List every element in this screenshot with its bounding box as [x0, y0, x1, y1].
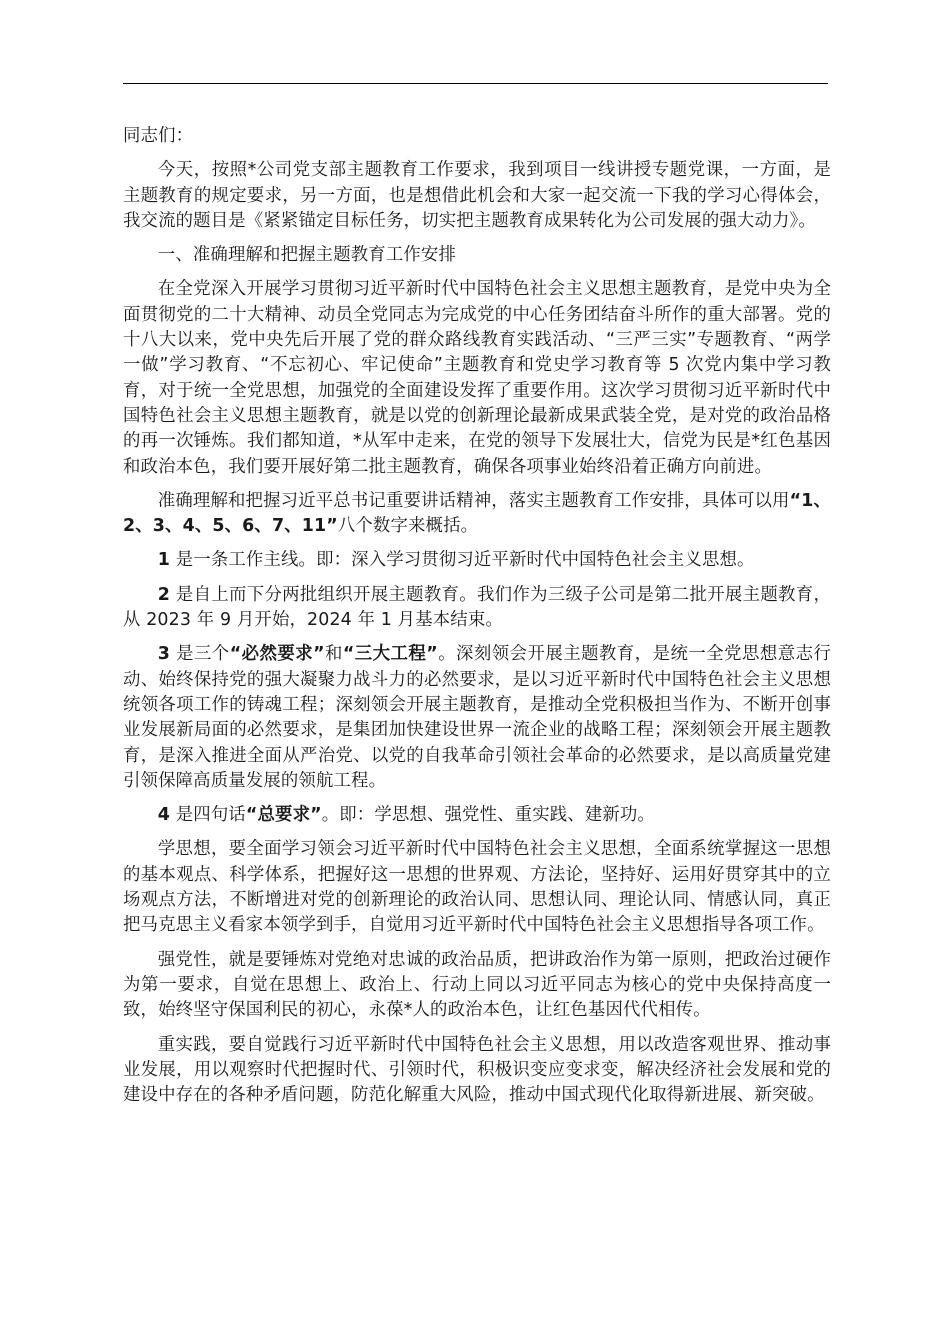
section-heading-1: 一、准确理解和把握主题教育工作安排 — [157, 245, 456, 266]
item-1-text: 是一条工作主线。即：深入学习贯彻习近平新时代中国特色社会主义思想。 — [170, 550, 755, 571]
item-3-text-c: 和 — [324, 644, 343, 665]
item-3-number: 3 — [157, 644, 171, 665]
para2-prefix: 准确理解和把握习近平总书记重要讲话精神，落实主题教育工作安排，具体可以用 — [157, 490, 790, 511]
item-3-text-e: 。深刻领会开展主题教育，是统一全党思想意志行动、始终保持党的强大凝聚力战斗力的必然要求，是以习近平新时代中国特色社会主义思想统领各项工作的铸魂工程；深刻领会开展主题教育，是推动全党积极担当作为、不断开创事业发展新局面的必然要求，是集团加快建设世界一流企业的战略工程；深刻领会开展主题教育，是深入推进全面从严治党、以党的自我革命引领社会革命的必然要求，是以高质量党建引领保障高质量发展的领航工程。 — [123, 644, 832, 791]
greeting: 同志们： — [123, 126, 194, 146]
document-body — [123, 124, 831, 1117]
paragraph-qiang-dangxing: 强党性，就是要锤炼对党绝对忠诚的政治品质，把讲政治作为第一原则，把政治过硬作为第一要求，自觉在思想上、政治上、行动上同以习近平同志为核心的党中央保持高度一致，始终坚守保国利民的初心，永葆*人的政治本色，让红色基因代代相传。 — [123, 949, 831, 1021]
item-3 — [123, 642, 831, 794]
item-1-number: 1 — [157, 550, 171, 571]
section1-paragraph-2 — [123, 489, 831, 540]
section1-paragraph-1: 在全党深入开展学习贯彻习近平新时代中国特色社会主义思想主题教育，是党中央为全面贯彻党的二十大精神、动员全党同志为完成党的中心任务团结奋斗所作的重大部署。党的十八大以来，党中央先后开展了党的群众路线教育实践活动、“三严三实”专题教育、“两学一做”学习教育、“不忘初心、牢记使命”主题教育和党史学习教育等 5 次党内集中学习教育，对于统一全党思想，加强党的全面建设发挥了重要作用。这次学习贯彻习近平新时代中国特色社会主义思想主题教育，就是以党的创新理论最新成果武装全党，是对党的政治品格的再一次锤炼。我们都知道，*从军中走来，在党的领导下发展壮大，信党为民是*红色基因和政治本色，我们要开展好第二批主题教育，确保各项事业始终沿着正确方向前进。 — [123, 279, 831, 477]
item-4-text-c: 。即：学思想、强党性、重实践、建新功。 — [321, 805, 655, 826]
paragraph-xue-sixiang: 学思想，要全面学习领会习近平新时代中国特色社会主义思想，全面系统掌握这一思想的基本观点、科学体系，把握好这一思想的世界观、方法论，坚持好、运用好贯穿其中的立场观点方法，不断增进对党的创新理论的政治认同、思想认同、理论认同、情感认同，真正把马克思主义看家本领学到手，自觉用习近平新时代中国特色社会主义思想指导各项工作。 — [123, 839, 831, 936]
intro-paragraph: 今天，按照*公司党支部主题教育工作要求，我到项目一线讲授专题党课，一方面，是主题教育的规定要求，另一方面，也是想借此机会和大家一起交流一下我的学习心得体会，我交流的题目是《紧紧锚定目标任务，切实把主题教育成果转化为公司发展的强大动力》。 — [123, 160, 831, 231]
item-3-bold-b: “必然要求” — [229, 644, 325, 665]
paragraph-zhong-shijian: 重实践，要自觉践行习近平新时代中国特色社会主义思想，用以改造客观世界、推动事业发展，用以观察时代把握时代、引领时代，积极识变应变求变，解决经济社会发展和党的建设中存在的各种矛盾问题，防范化解重大风险，推动中国式现代化取得新进展、新突破。 — [123, 1034, 831, 1106]
para2-numbers: “1、2、3、4、5、6、7、11” — [123, 490, 832, 537]
item-4-number: 4 — [157, 805, 171, 826]
item-4-text-a: 是四句话 — [170, 805, 246, 826]
item-3-bold-d: “三大工程” — [342, 644, 438, 665]
item-4 — [123, 803, 831, 828]
item-2-text: 是自上而下分两批组织开展主题教育。我们作为三级子公司是第二批开展主题教育，从 2023 年 9 月开始，2024 年 1 月基本结束。 — [123, 584, 831, 631]
item-2 — [123, 583, 831, 634]
para2-suffix: 八个数字来概括。 — [337, 516, 479, 537]
item-1 — [123, 548, 831, 573]
item-3-text-a: 是三个 — [170, 644, 230, 665]
item-4-bold-b: “总要求” — [245, 805, 322, 826]
item-2-number: 2 — [157, 584, 171, 605]
header-rule — [123, 83, 828, 84]
